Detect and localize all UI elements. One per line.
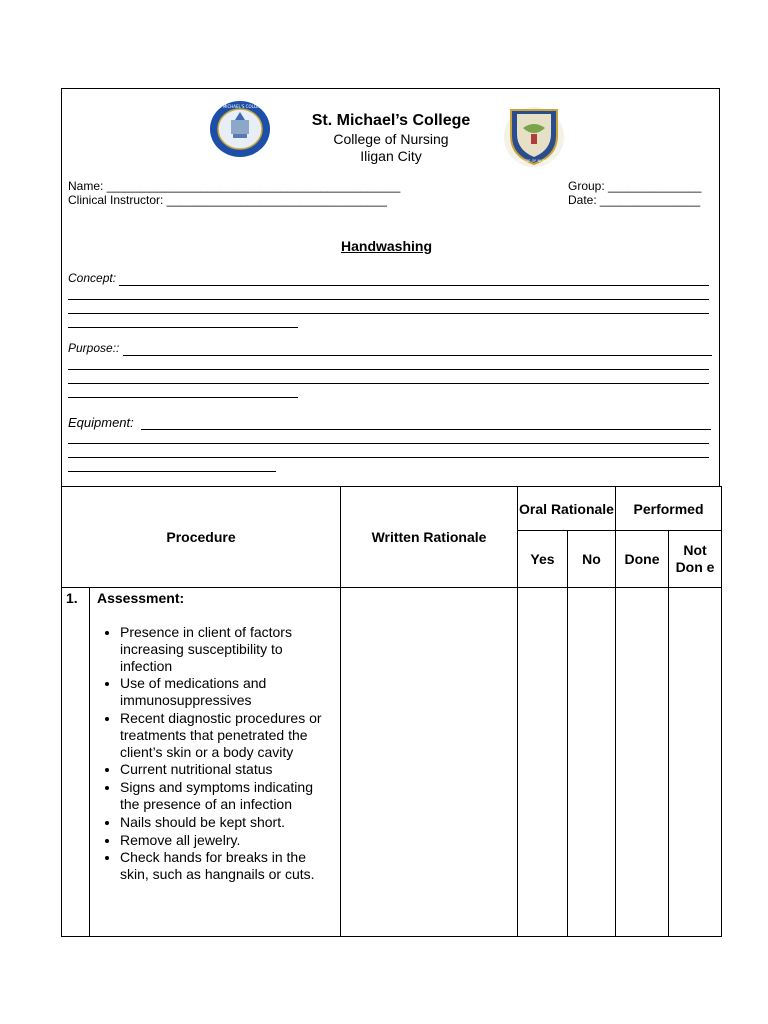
school-name: St. Michael’s College	[311, 112, 471, 129]
clinical-instructor-field[interactable]	[68, 193, 387, 207]
date-label: Date:	[568, 193, 601, 207]
procedure-header: Procedure	[62, 487, 341, 588]
no-cell[interactable]	[568, 588, 616, 937]
no-header: No	[568, 531, 616, 588]
purpose-line-2[interactable]	[68, 369, 709, 370]
svg-text:ST. MICHAEL'S COLLEGE: ST. MICHAEL'S COLLEGE	[215, 104, 265, 109]
date-field[interactable]	[568, 193, 700, 207]
concept-line-1[interactable]	[119, 285, 709, 286]
group-label: Group:	[568, 179, 609, 193]
clinical-instructor-line: _________________________________	[166, 193, 387, 207]
city-name: Iligan City	[360, 148, 422, 164]
written-rationale-cell[interactable]	[341, 588, 518, 937]
college-name: College of Nursing	[333, 131, 449, 147]
name-line: ____________________________________________	[106, 179, 401, 193]
concept-label: Concept:	[68, 271, 117, 285]
list-item: • Presence in client of factors increasing susceptibility to infection	[120, 624, 340, 674]
list-item: • Remove all jewelry.	[120, 832, 340, 849]
clinical-instructor-label: Clinical Instructor:	[68, 193, 167, 207]
date-line: _______________	[600, 193, 701, 207]
group-field[interactable]	[568, 179, 701, 193]
equipment-line-2[interactable]	[68, 443, 709, 444]
list-item: • Check hands for breaks in the skin, such as hangnails or cuts.	[120, 849, 340, 883]
concept-line-2[interactable]	[68, 299, 709, 300]
performed-header: Performed	[616, 487, 722, 531]
done-cell[interactable]	[616, 588, 669, 937]
not-done-cell[interactable]	[669, 588, 722, 937]
equipment-line-3[interactable]	[68, 457, 709, 458]
done-header: Done	[616, 531, 669, 588]
procedure-title: Handwashing	[341, 238, 433, 254]
oral-rationale-header: Oral Rationale	[518, 487, 616, 531]
procedure-table	[61, 486, 722, 937]
equipment-label: Equipment:	[68, 415, 134, 430]
equipment-line-4[interactable]	[68, 471, 276, 472]
not-done-header: Not Don e	[669, 531, 722, 588]
assessment-title: Assessment:	[97, 590, 185, 606]
list-item: • Current nutritional status	[120, 761, 340, 778]
written-rationale-header: Written Rationale	[341, 487, 518, 588]
list-item: • Recent diagnostic procedures or treatments that penetrated the client’s skin or a body cavity	[120, 710, 340, 760]
procedure-cell	[90, 588, 341, 937]
yes-header: Yes	[518, 531, 568, 588]
purpose-line-1[interactable]	[123, 355, 712, 356]
concept-line-3[interactable]	[68, 313, 709, 314]
row-number: 1.	[62, 588, 90, 937]
list-item: • Nails should be kept short.	[120, 814, 340, 831]
purpose-label: Purpose::	[68, 341, 120, 355]
concept-line-4[interactable]	[68, 327, 298, 328]
list-item: • Signs and symptoms indicating the presence of an infection	[120, 779, 340, 813]
nursing-shield-logo	[503, 106, 565, 168]
name-label: Name:	[68, 179, 107, 193]
name-field[interactable]	[68, 179, 400, 193]
purpose-line-4[interactable]	[68, 397, 298, 398]
group-line: ______________	[608, 179, 702, 193]
list-item: • Use of medications and immunosuppressives	[120, 675, 340, 709]
table-row	[62, 588, 722, 937]
equipment-line-1[interactable]	[141, 429, 711, 430]
assessment-list	[90, 624, 340, 883]
purpose-line-3[interactable]	[68, 383, 709, 384]
yes-cell[interactable]	[518, 588, 568, 937]
svg-text:COLLEGE OF NURSING: COLLEGE OF NURSING	[514, 159, 554, 163]
